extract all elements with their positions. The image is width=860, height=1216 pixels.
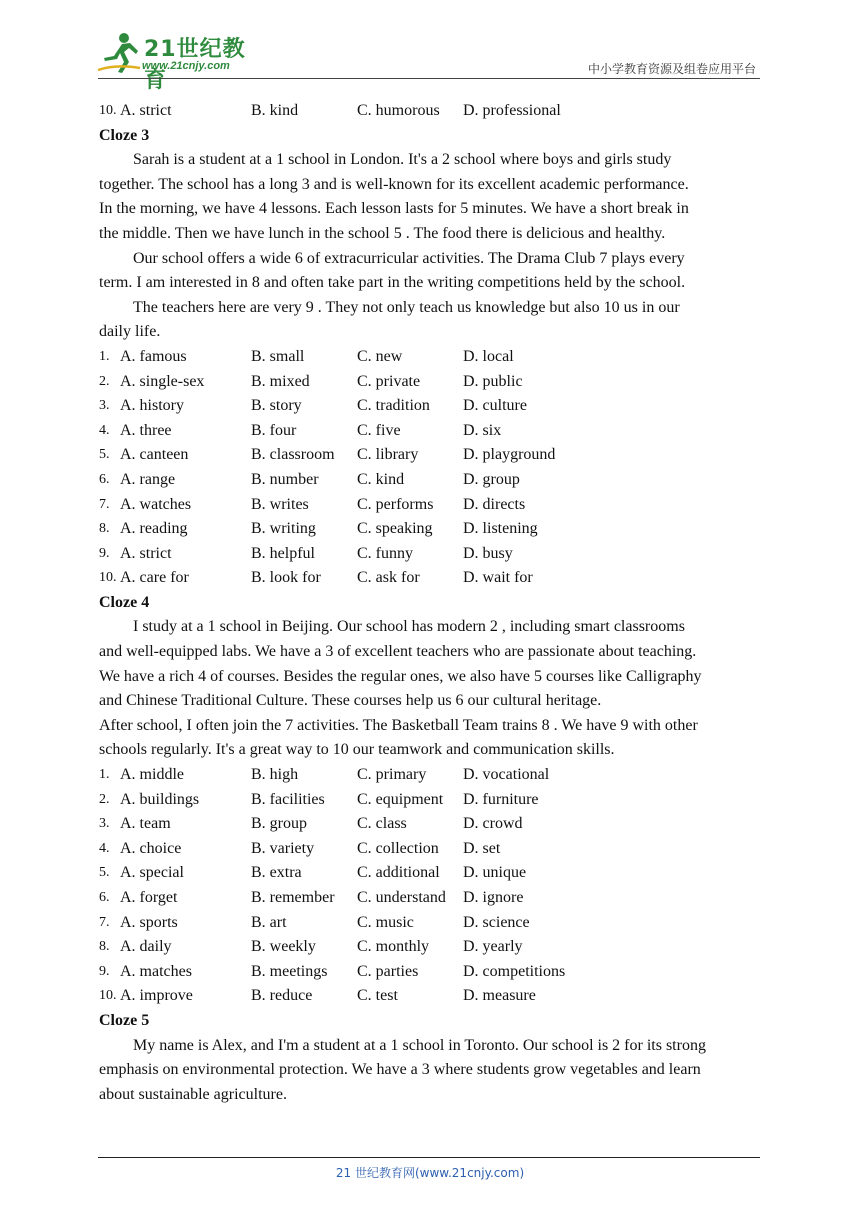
question-number: 1. [99,767,110,783]
option-a: A. three [120,421,172,439]
question-number: 7. [99,496,110,512]
option-a: A. forget [120,889,178,906]
option-c: C. speaking [357,520,433,538]
header-platform-text: 中小学教育资源及组卷应用平台 [587,62,756,76]
option-b: B. remember [251,889,335,906]
option-a: A. improve [120,987,193,1005]
option-a: A. range [120,470,176,488]
option-row [99,886,761,911]
site-logo [96,32,266,93]
option-row [99,493,761,518]
option-a: A. single-sex [120,372,205,390]
option-d: D. wait for [463,569,533,587]
question-number: 5. [99,447,110,463]
option-d: D. six [463,421,502,439]
cloze-title: Cloze 4 [99,593,150,611]
question-number: 4. [99,422,110,438]
option-row [99,960,761,985]
question-number: 4. [99,840,110,856]
option-a: A. middle [120,766,184,784]
option-a: A. daily [120,938,172,956]
question-number: 5. [99,865,110,881]
option-row [99,566,761,591]
option-row [99,370,761,395]
option-d: D. ignore [463,889,524,906]
option-c: C. test [357,987,398,1005]
question-number: 2. [99,373,110,389]
passage-line: term. I am interested in 8 and often take part in the writing competitions held by the school. [99,274,686,292]
option-b: B. kind [251,102,299,119]
passage-line: emphasis on environmental protection. We have a 3 where students grow vegetables and learn [99,1061,701,1079]
question-number: 8. [99,521,110,537]
option-a: A. care for [120,569,189,587]
option-d: D. group [463,470,520,488]
page-header [0,0,860,93]
option-b: B. writing [251,520,316,538]
option-c: C. kind [357,470,405,488]
option-b: B. writes [251,495,309,513]
option-a: A. watches [120,495,192,513]
option-row [99,468,761,493]
question-number: 9. [99,545,110,561]
question-number: 7. [99,914,110,930]
option-a: A. matches [120,962,192,980]
option-c: C. understand [357,889,446,906]
question-number: 10. [99,988,117,1004]
option-row [99,837,761,862]
option-row [99,911,761,936]
question-number: 10. [99,103,117,118]
option-b: B. story [251,397,302,415]
document-body [99,99,761,1107]
passage-line: and well-equipped labs. We have a 3 of excellent teachers who are passionate about teaching. [99,643,697,661]
option-d: D. science [463,913,530,931]
option-a: A. sports [120,913,178,931]
option-row [99,788,761,813]
option-row [99,99,761,124]
option-a: A. team [120,815,171,833]
passage-line: about sustainable agriculture. [99,1085,287,1103]
option-c: C. equipment [357,790,444,808]
question-number: 3. [99,398,110,414]
option-d: D. competitions [463,962,566,980]
option-b: B. number [251,470,319,488]
option-row [99,763,761,788]
cloze-title: Cloze 3 [99,126,150,144]
option-b: B. small [251,347,305,365]
passage-line: We have a rich 4 of courses. Besides the regular ones, we also have 5 courses like Calligraphy [99,667,702,685]
option-row [99,394,761,419]
option-b: B. facilities [251,790,325,808]
cloze-title: Cloze 5 [99,1011,150,1029]
option-b: B. meetings [251,962,328,980]
option-b: B. variety [251,839,315,857]
question-number: 1. [99,348,110,364]
option-d: D. directs [463,495,526,513]
option-d: D. listening [463,520,538,538]
option-row [99,861,761,886]
header-divider [98,78,760,79]
option-a: A. strict [120,544,172,562]
logo-text: 21世纪教育 [144,37,246,93]
option-c: C. collection [357,839,439,857]
option-row [99,419,761,444]
option-b: B. four [251,421,297,439]
passage-line: daily life. [99,323,161,341]
option-a: A. special [120,864,184,882]
passage-line: together. The school has a long 3 and is well-known for its excellent academic performance. [99,175,689,193]
option-d: D. playground [463,446,556,464]
option-b: B. high [251,766,299,784]
option-c: C. five [357,421,401,439]
option-d: D. crowd [463,815,523,833]
option-row [99,443,761,468]
option-b: B. extra [251,864,302,882]
option-row [99,345,761,370]
option-b: B. helpful [251,544,315,562]
passage-line: After school, I often join the 7 activities. The Basketball Team trains 8 . We have 9 with other [99,716,698,734]
option-c: C. ask for [357,569,420,587]
runner-logo-icon [96,32,142,76]
question-number: 3. [99,816,110,832]
option-d: D. busy [463,544,513,562]
question-number: 9. [99,963,110,979]
option-b: B. classroom [251,446,335,464]
option-a: A. buildings [120,790,200,808]
cloze-4-section [99,591,761,1009]
passage-line: and Chinese Traditional Culture. These courses help us 6 our cultural heritage. [99,692,602,710]
option-a: A. history [120,397,184,415]
passage-line: the middle. Then we have lunch in the school 5 . The food there is delicious and healthy. [99,224,666,242]
option-d: D. local [463,347,514,365]
passage-line: Sarah is a student at a 1 school in London. It's a 2 school where boys and girls study [133,151,672,169]
option-b: B. look for [251,569,321,587]
passage-line: My name is Alex, and I'm a student at a 1 school in Toronto. Our school is 2 for its strong [133,1036,706,1054]
question-number: 6. [99,890,110,905]
footer-divider [98,1157,760,1158]
option-c: C. parties [357,962,419,980]
option-b: B. mixed [251,372,310,390]
option-c: C. class [357,815,407,833]
option-row [99,517,761,542]
page-footer: 21 世纪教育网(www.21cnjy.com) [335,1166,525,1180]
passage-line: In the morning, we have 4 lessons. Each lesson lasts for 5 minutes. We have a short break in [99,200,689,218]
passage-line: I study at a 1 school in Beijing. Our school has modern 2 , including smart classrooms [133,618,685,636]
option-c: C. music [357,913,414,931]
option-row [99,542,761,567]
option-a: A. famous [120,347,187,365]
option-row [99,984,761,1009]
passage-line: The teachers here are very 9 . They not only teach us knowledge but also 10 us in our [133,298,680,316]
question-number: 10. [99,570,117,586]
option-d: D. measure [463,987,536,1005]
question-number: 2. [99,791,110,807]
option-d: D. vocational [463,766,550,784]
option-d: D. professional [463,102,561,119]
option-a: A. strict [120,102,172,119]
option-c: C. humorous [357,102,440,119]
option-c: C. additional [357,864,440,882]
option-c: C. funny [357,544,413,562]
cloze-3-section [99,124,761,591]
option-d: D. set [463,839,501,857]
passage-line: Our school offers a wide 6 of extracurricular activities. The Drama Club 7 plays every [133,249,685,267]
option-d: D. culture [463,397,527,415]
logo-url: www.21cnjy.com [142,60,230,72]
option-b: B. group [251,815,307,833]
question-number: 6. [99,471,110,487]
option-row [99,812,761,837]
option-d: D. furniture [463,790,539,808]
option-d: D. yearly [463,938,523,956]
option-b: B. weekly [251,938,316,956]
option-c: C. performs [357,495,434,513]
option-c: C. new [357,347,403,365]
option-c: C. library [357,446,419,464]
option-a: A. canteen [120,446,189,464]
option-c: C. tradition [357,397,430,415]
option-d: D. unique [463,864,527,882]
cloze-5-section [99,1009,761,1107]
option-d: D. public [463,372,523,390]
option-c: C. private [357,372,421,390]
option-a: A. reading [120,520,188,538]
option-c: C. primary [357,766,427,784]
option-c: C. monthly [357,938,430,956]
option-a: A. choice [120,839,182,857]
option-b: B. art [251,913,287,931]
passage-line: schools regularly. It's a great way to 10 our teamwork and communication skills. [99,741,615,759]
option-row [99,935,761,960]
question-number: 8. [99,939,110,955]
option-b: B. reduce [251,987,313,1005]
